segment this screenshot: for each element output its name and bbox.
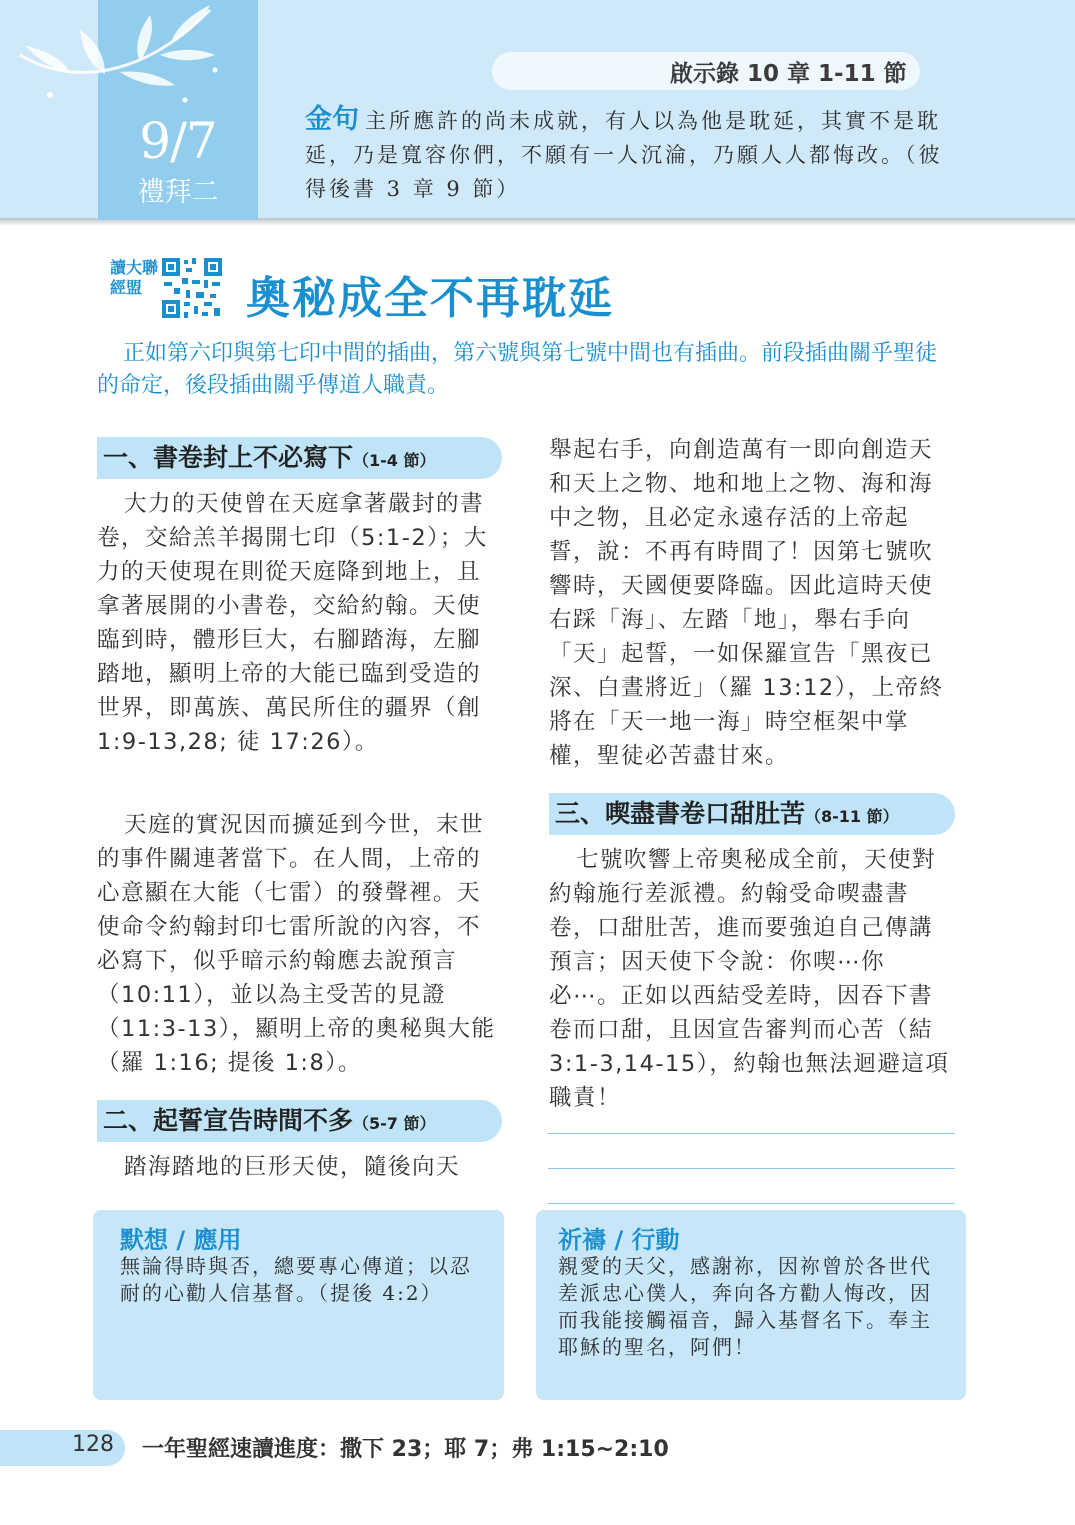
section-heading-1: [97, 437, 502, 479]
page-number: 128: [72, 1432, 114, 1457]
key-verse: [305, 103, 960, 206]
section-heading-2-text: 二、起誓宣告時間不多: [103, 1106, 354, 1135]
key-verse-text: 主所應許的尚未成就，有人以為他是耽延，其實不是耽延，乃是寬容你們，不願有一人沉淪，乃願人人都悔改。（彼得後書 3 章 9 節）: [305, 109, 943, 201]
qr-code-icon[interactable]: [160, 256, 224, 320]
section-heading-3-text: 三、喫盡書卷口甜肚苦: [555, 799, 806, 828]
note-line-1: [548, 1133, 955, 1134]
note-line-2: [548, 1168, 955, 1169]
date-number: 9/7: [139, 112, 217, 170]
section-heading-3: [549, 793, 955, 835]
paragraph-2-1: 踏海踏地的巨形天使，隨後向天: [124, 1154, 461, 1180]
devotional-title: 奧秘成全不再耽延: [246, 273, 614, 324]
section-heading-1-text: 一、書卷封上不必寫下: [103, 443, 354, 472]
section-heading-2-range: （5-7 節）: [353, 1114, 436, 1133]
paragraph-3-1: 七號吹響上帝奧秘成全前，天使對約翰施行差派禮。約翰受命喫盡書卷，口甜肚苦，進而要強迫自己傳講預言；因天使下令說：你喫⋯你必⋯。正如以西結受差時，因吞下書卷而口甜，且因宣告審判而心苦（結 3:1-3,14-15），約翰也無法迴避這項職責！: [549, 847, 950, 1111]
leaf-decoration-icon: [10, 0, 240, 120]
section-heading-1-range: （1-4 節）: [353, 451, 436, 470]
section-heading-3-range: （8-11 節）: [805, 807, 899, 826]
key-verse-label: 金句: [305, 104, 359, 135]
reading-progress: 一年聖經速讀進度：撒下 23；耶 7；弗 1:15~2:10: [142, 1437, 669, 1462]
meditation-text: 無論得時與否，總要專心傳道；以忍耐的心勸人信基督。（提後 4:2）: [120, 1254, 472, 1305]
prayer-title: 祈禱 / 行動: [558, 1226, 680, 1254]
section-heading-2: [97, 1100, 502, 1142]
scripture-reference: 啟示錄 10 章 1-11 節: [670, 61, 907, 87]
paragraph-1-1: 大力的天使曾在天庭拿著嚴封的書卷，交給羔羊揭開七印（5:1-2）；大力的天使現在則從天庭降到地上，且拿著展開的小書卷，交給約翰。天使臨到時，體形巨大，右腳踏海，左腳踏地，顯明上帝的大能已臨到受造的世界，即萬族、萬民所住的疆界（創 1:9-13,28; 徒 17:26）。: [97, 491, 488, 755]
paragraph-2-2: 舉起右手，向創造萬有一即向創造天和天上之物、地和地上之物、海和海中之物，且必定永遠存活的上帝起誓，說：不再有時間了！因第七號吹響時，天國便要降臨。因此這時天使右踩「海」、左踏「地」，舉右手向「天」起誓，一如保羅宣告「黑夜已深、白晝將近」（羅 13:12），上帝終將在「天一地一海」時空框架中掌權，聖徒必苦盡甘來。: [549, 437, 944, 769]
paragraph-1-2: 天庭的實況因而擴延到今世，末世的事件關連著當下。在人間，上帝的心意顯在大能（七雷）的發聲裡。天使命令約翰封印七雷所說的內容，不必寫下，似乎暗示約翰應去說預言（10:11），並以為主受苦的見證（11:3-13），顯明上帝的奧秘與大能（羅 1:16; 提後 1:8）。: [97, 812, 496, 1076]
qr-label: 讀大聯經盟: [110, 258, 159, 297]
note-line-3: [548, 1203, 955, 1204]
intro-paragraph: 正如第六印與第七印中間的插曲，第六號與第七號中間也有插曲。前段插曲關乎聖徒的命定，後段插曲關乎傳道人職責。: [97, 341, 938, 398]
meditation-title: 默想 / 應用: [120, 1226, 242, 1254]
prayer-text: 親愛的天父，感謝祢，因祢曾於各世代差派忠心僕人，奔向各方勸人悔改，因而我能接觸福音，歸入基督名下。奉主耶穌的聖名，阿們！: [558, 1254, 932, 1359]
weekday-label: 禮拜二: [137, 177, 219, 208]
